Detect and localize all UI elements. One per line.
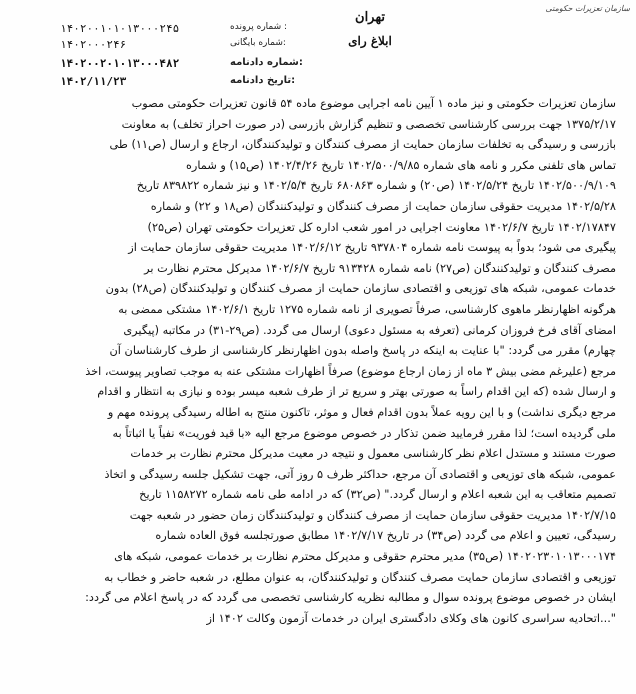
- body-line: پیگیری می شود؛ بدواً به پیوست نامه شماره ۹۳۷۸۰۴ تاریخ ۱۴۰۲/۶/۱۲ مدیریت حقوقی سازمان حمایت از: [128, 241, 616, 255]
- body-line: صورت مستند و مستدل اعلام نظر کارشناسی معمول و نتیجه در معیت مدیرکل محترم نظارت بر خدمات: [130, 447, 616, 461]
- city-heading: تهران: [355, 10, 385, 25]
- organization-stamp: سازمان تعزیرات حکومتی: [545, 4, 630, 13]
- body-line: ملی گردیده است؛ لذا مقرر فرمایید ضمن تذکار در خصوص موضوع مرجع الیه «با قید فوریت» نفیاً یا اثباتاً به: [112, 426, 616, 440]
- body-line: ۱۴۰۲/۵۰۰/۹/۱۰۹ تاریخ ۱۴۰۲/۵/۲۴ (ص۲۰) و شماره ۶۸۰۸۶۳ تاریخ ۱۴۰۲/۵/۴ و نیز شماره ۸۳۹۸۲۲ تاریخ: [136, 179, 616, 193]
- body-line: تماس های تلفنی مکرر و نامه های شماره ۱۴۰۲/۵۰۰/۹/۸۵ تاریخ ۱۴۰۲/۴/۲۶ (ص۱۵) و شماره: [185, 158, 616, 172]
- body-line: چهارم) مقرر می گردد: "با عنایت به اینکه در پاسخ واصله بدون اظهارنظر کارشناسی از طرف کارشناسان آن: [109, 344, 616, 358]
- body-line: خدمات عمومی، شبکه های توزیعی و اقتصادی سازمان حمایت از مصرف کنندگان و تولیدکنندگان (ص۲۸) بدون: [105, 282, 616, 296]
- body-line: مرجع دیگری نداشت) و با این رویه عملاً بدون اقدام فعال و موثر، تاکنون منتج به اطاله رسیدگی پرونده مهم و: [107, 405, 616, 419]
- case-number-value: ۱۴۰۲۰۰۱۰۱۰۱۳۰۰۰۲۴۵: [60, 22, 180, 35]
- notice-title: ابلاغ رای: [348, 34, 392, 48]
- verdict-number-value: ۱۴۰۲۰۰۲۰۱۰۱۳۰۰۰۴۸۲: [60, 57, 180, 70]
- body-line: و ارسال شده (که این اقدام راساً به صورتی بهتر و سریع تر از طرف شعبه میسر بوده و نیازی به انتظار و اقدام: [97, 385, 616, 399]
- body-line: عمومی، شبکه های توزیعی و اقتصادی آن مرجع، حداکثر ظرف ۵ روز آتی، جهت تشکیل جلسه رسیدگی و اتخاذ: [104, 467, 616, 481]
- body-line: ۱۴۰۲۰۲۳۰۱۰۱۳۰۰۰۱۷۴ (ص۳۵) مدیر محترم حقوقی و مدیرکل محترم نظارت بر خدمات عمومی، شبکه های: [114, 550, 616, 564]
- body-line: امضای آقای فرخ فروزان کرمانی (تعرفه به مسئول دعوی) ارسال می گردد. (ص۲۹-۳۱) در مکاتبه (پیگیری: [123, 323, 616, 337]
- verdict-number-label: شماره دادنامه:: [230, 57, 303, 68]
- body-line: بازرسی و رسیدگی به تخلفات سازمان حمایت از مصرف کنندگان و تولیدکنندگان، ارجاع و ارسال (ص۱۱) طی: [109, 138, 616, 152]
- verdict-date-label: تاریخ دادنامه:: [230, 75, 296, 86]
- body-line: ایشان در خصوص موضوع پرونده سوال و مطالبه نظریه کارشناسی تخصصی می گردد که در پاسخ اعلام می گردد:: [85, 591, 616, 605]
- body-line: تصمیم متعاقب به این شعبه اعلام و ارسال گردد." (ص۳۲) که در ادامه طی نامه شماره ۱۱۵۸۲۷۲ تاریخ: [139, 488, 616, 502]
- case-number-label: شماره پرونده :: [230, 22, 288, 32]
- body-line: ۱۳۷۵/۲/۱۷ جهت بررسی کارشناسی تخصصی و تنظیم گزارش بازرسی (در صورت احراز تخلف) به معاونت: [121, 117, 616, 131]
- body-line: رسیدگی، تعیین و اعلام می گردد (ص۳۴) در تاریخ ۱۴۰۲/۷/۱۷ مطابق صورتجلسه فوق العاده شماره: [155, 529, 616, 543]
- archive-number-value: ۱۴۰۲۰۰۰۲۴۶: [60, 38, 127, 51]
- body-line: ۱۴۰۲/۱۷۸۴۷ تاریخ ۱۴۰۲/۶/۷ معاونت اجرایی در امور شعب اداره کل تعزیرات حکومتی تهران (ص۲۵): [147, 220, 616, 234]
- body-line: توزیعی و اقتصادی سازمان حمایت مصرف کنندگان و تولیدکنندگان، به عنوان مطلع، در شعبه حاضر و خطاب به: [104, 570, 616, 584]
- body-line: ۱۴۰۲/۵/۲۸ مدیریت حقوقی سازمان حمایت از مصرف کنندگان و تولیدکنندگان (ص۱۸ و ۲۲) و شماره: [150, 199, 616, 213]
- body-line: "...اتحادیه سراسری کانون های وکلای دادگستری ایران در خدمات آزمون وکالت ۱۴۰۲ از: [206, 611, 616, 625]
- body-line: مرجع (علیرغم مضی بیش ۳ ماه از زمان ارجاع موضوع) صرفاً اظهارات مشتکی عنه به موجب تصاویر پیوست، اخذ: [85, 364, 616, 378]
- body-line: ۱۴۰۲/۷/۱۵ مدیریت حقوقی سازمان حمایت از مصرف کنندگان و تولیدکنندگان زمان حضور در شعبه جهت: [129, 508, 616, 522]
- body-line: مصرف کنندگان و تولیدکنندگان (ص۲۷) نامه شماره ۹۱۳۴۲۸ تاریخ ۱۴۰۲/۶/۷ مدیرکل محترم نظارت بر: [144, 261, 616, 275]
- verdict-body-text: [20, 94, 616, 629]
- body-line: سازمان تعزیرات حکومتی و نیز ماده ۱ آیین نامه اجرایی موضوع ماده ۵۴ قانون تعزیرات حکومتی مصوب: [131, 97, 616, 110]
- verdict-date-value: ۱۴۰۲/۱۱/۲۳: [60, 75, 127, 88]
- body-line: هرگونه اظهارنظر ماهوی کارشناسی، صرفاً تصویری از نامه شماره ۱۲۷۵ تاریخ ۱۴۰۲/۶/۱ مشتکی ممضی به: [118, 302, 616, 316]
- archive-number-label: شماره بایگانی:: [230, 38, 286, 48]
